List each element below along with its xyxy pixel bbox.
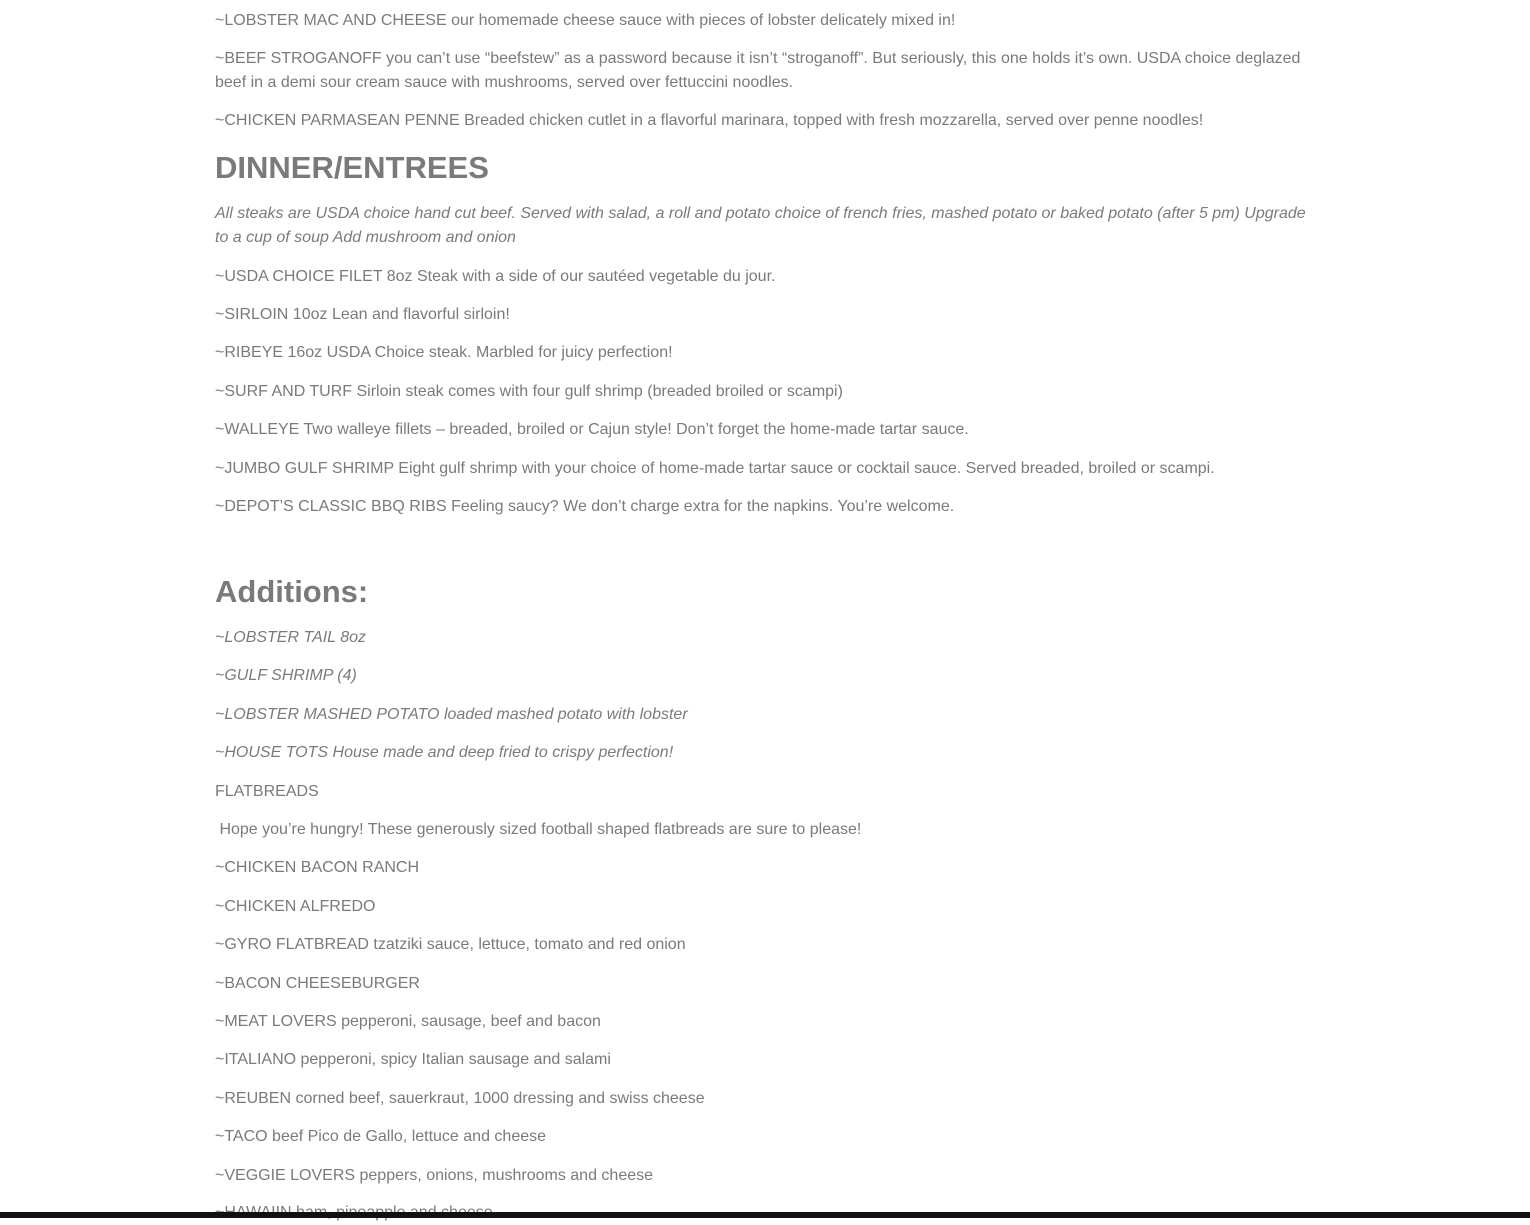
addition-lobster-tail: ~LOBSTER TAIL 8oz (215, 629, 367, 646)
additions-heading: Additions: (215, 574, 369, 609)
menu-item-sirloin: ~SIRLOIN 10oz Lean and flavorful sirloin! (215, 306, 510, 323)
menu-item-jumbo-shrimp: ~JUMBO GULF SHRIMP Eight gulf shrimp with your choice of home-made tartar sauce or cocktail sauce. Served breaded, broiled or scampi. (215, 460, 1215, 477)
menu-item-filet: ~USDA CHOICE FILET 8oz Steak with a side of our sautéed vegetable du jour. (215, 268, 776, 285)
menu-item-ribeye: ~RIBEYE 16oz USDA Choice steak. Marbled for juicy perfection! (215, 344, 673, 361)
flatbread-italiano: ~ITALIANO pepperoni, spicy Italian sausage and salami (215, 1051, 611, 1068)
addition-gulf-shrimp: ~GULF SHRIMP (4) (215, 667, 357, 684)
menu-item-chicken-parm-penne: ~CHICKEN PARMASEAN PENNE Breaded chicken cutlet in a flavorful marinara, topped with fresh mozzarella, served over penne noodles! (215, 112, 1204, 129)
flatbreads-intro: Hope you’re hungry! These generously sized football shaped flatbreads are sure to please! (215, 821, 862, 838)
dinner-note: All steaks are USDA choice hand cut beef. Served with salad, a roll and potato choice of french fries, mashed potato or baked potato (after 5 pm) Upgrade to a cup of soup Add mushroom and onion (215, 205, 1306, 246)
menu-item-beef-stroganoff: ~BEEF STROGANOFF you can’t use “beefstew” as a password because it isn’t “stroganoff”. But seriously, this one holds it’s own. USDA choice deglazed beef in a demi sour cream sauce with mushrooms, served over fettuccini noodles. (215, 50, 1301, 91)
flatbread-chicken-bacon-ranch: ~CHICKEN BACON RANCH (215, 859, 420, 876)
menu-item-surf-and-turf: ~SURF AND TURF Sirloin steak comes with four gulf shrimp (breaded broiled or scampi) (215, 383, 843, 400)
addition-house-tots: ~HOUSE TOTS House made and deep fried to crispy perfection! (215, 744, 674, 761)
flatbread-gyro: ~GYRO FLATBREAD tzatziki sauce, lettuce, tomato and red onion (215, 936, 686, 953)
addition-lobster-mashed: ~LOBSTER MASHED POTATO loaded mashed potato with lobster (215, 706, 688, 723)
flatbread-bacon-cheeseburger: ~BACON CHEESEBURGER (215, 975, 420, 992)
flatbread-meat-lovers: ~MEAT LOVERS pepperoni, sausage, beef and bacon (215, 1013, 601, 1030)
dinner-heading: DINNER/ENTREES (215, 150, 489, 185)
flatbreads-heading: FLATBREADS (215, 783, 319, 800)
flatbread-taco: ~TACO beef Pico de Gallo, lettuce and cheese (215, 1128, 547, 1145)
menu-item-bbq-ribs: ~DEPOT’S CLASSIC BBQ RIBS Feeling saucy? We don’t charge extra for the napkins. You’re welcome. (215, 498, 955, 515)
flatbread-chicken-alfredo: ~CHICKEN ALFREDO (215, 898, 376, 915)
menu-item-lobster-mac: ~LOBSTER MAC AND CHEESE our homemade cheese sauce with pieces of lobster delicately mixed in! (215, 12, 956, 29)
bottom-bar (0, 1212, 1530, 1218)
flatbread-veggie-lovers: ~VEGGIE LOVERS peppers, onions, mushrooms and cheese (215, 1167, 654, 1184)
flatbread-reuben: ~REUBEN corned beef, sauerkraut, 1000 dressing and swiss cheese (215, 1090, 705, 1107)
menu-item-walleye: ~WALLEYE Two walleye fillets – breaded, broiled or Cajun style! Don’t forget the home-made tartar sauce. (215, 421, 969, 438)
